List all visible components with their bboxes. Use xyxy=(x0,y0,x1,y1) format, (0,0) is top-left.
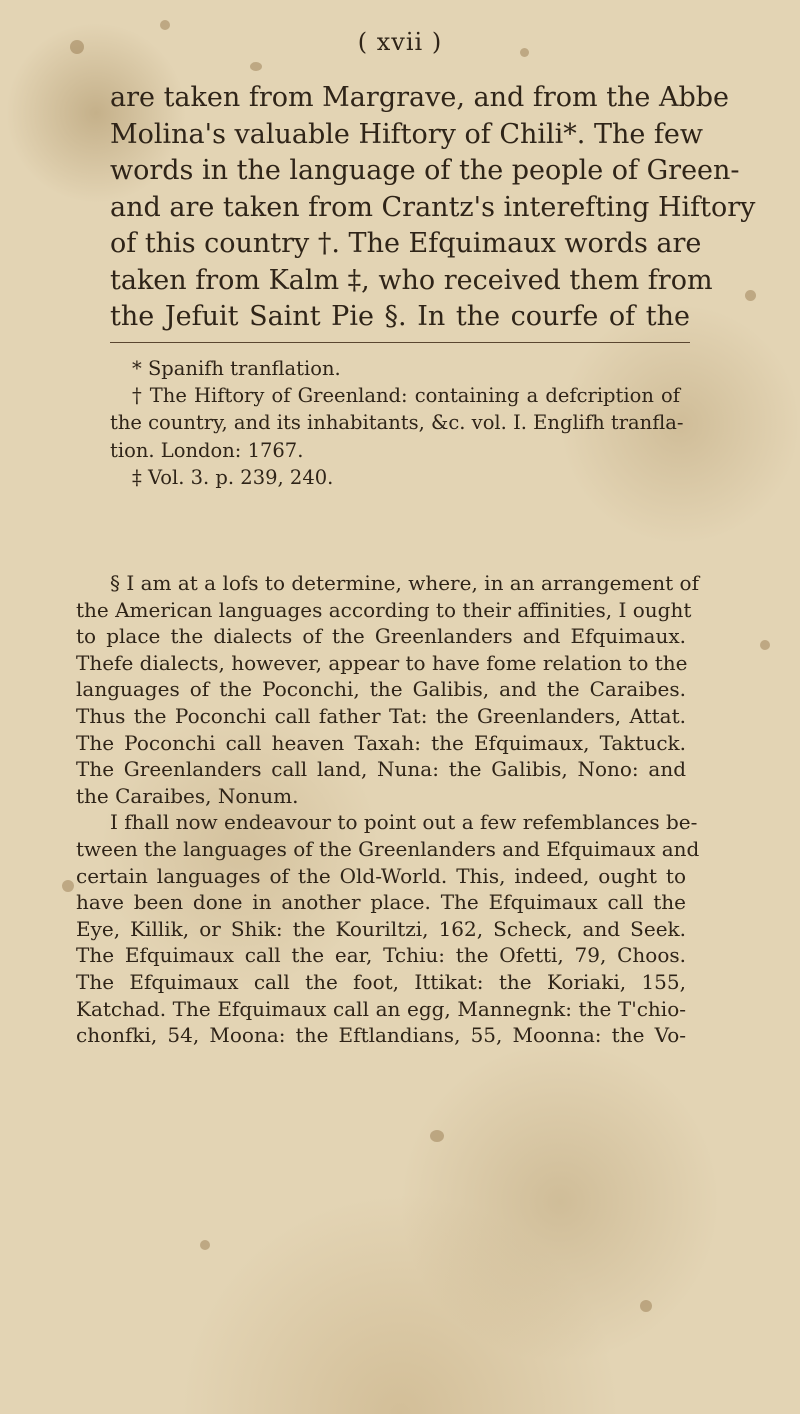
footnote-line: ‡ Vol. 3. p. 239, 240. xyxy=(132,465,334,489)
note-line: Eye, Killik, or Shik: the Kouriltzi, 162, Scheck, and Seek. xyxy=(76,916,686,941)
footnote-line: tion. London: 1767. xyxy=(110,438,304,462)
section-note xyxy=(76,570,700,1049)
page-number: ( xvii ) xyxy=(357,28,443,56)
text-line: words in the language of the people of Green- xyxy=(110,155,740,186)
text-line: and are taken from Crantz's interefting Hiftory xyxy=(110,191,756,223)
footnote-rule xyxy=(110,342,690,343)
foxing-spot xyxy=(760,640,770,650)
foxing-spot xyxy=(62,880,74,892)
note-line: § I am at a lofs to determine, where, in an arrangement of xyxy=(110,571,699,595)
note-line: The Efquimaux call the ear, Tchiu: the Ofetti, 79, Choos. xyxy=(76,943,686,968)
note-line: chonfki, 54, Moona: the Eftlandians, 55, Moonna: the Vo- xyxy=(76,1023,686,1048)
foxing-spot xyxy=(250,62,262,71)
foxing-spot xyxy=(745,290,756,301)
note-line: the Caraibes, Nonum. xyxy=(76,783,299,808)
note-line: Katchad. The Efquimaux call an egg, Mannegnk: the T'chio- xyxy=(76,996,686,1021)
text-line: the Jefuit Saint Pie §. In the courfe of the xyxy=(110,301,690,332)
note-line: tween the languages of the Greenlanders and Efquimaux and xyxy=(76,836,700,861)
main-paragraph xyxy=(110,80,756,336)
note-line: to place the dialects of the Greenlanders and Efquimaux. xyxy=(76,624,686,649)
note-line: Thus the Poconchi call father Tat: the Greenlanders, Attat. xyxy=(76,703,686,728)
note-line: certain languages of the Old-World. This, indeed, ought to xyxy=(76,863,686,888)
note-line: The Efquimaux call the foot, Ittikat: the Koriaki, 155, xyxy=(76,969,686,994)
foxing-spot xyxy=(200,1240,210,1250)
note-line: the American languages according to their affinities, I ought xyxy=(76,597,692,622)
text-line: Molina's valuable Hiftory of Chili*. The few xyxy=(110,118,703,150)
text-line: are taken from Margrave, and from the Abbe xyxy=(110,82,730,113)
foxing-spot xyxy=(430,1130,444,1142)
note-line: languages of the Poconchi, the Galibis, and the Caraibes. xyxy=(76,677,686,702)
note-line: The Poconchi call heaven Taxah: the Efquimaux, Taktuck. xyxy=(76,730,686,755)
note-line: The Greenlanders call land, Nuna: the Galibis, Nono: and xyxy=(76,757,686,782)
foxing-spot xyxy=(640,1300,652,1312)
note-line: I fhall now endeavour to point out a few refemblances be- xyxy=(110,810,698,835)
footnote-line: * Spanifh tranflation. xyxy=(132,357,341,380)
note-line: have been done in another place. The Efquimaux call the xyxy=(76,890,686,915)
footnote-line: † The Hiftory of Greenland: containing a defcription of xyxy=(132,384,680,408)
note-line: Thefe dialects, however, appear to have fome relation to the xyxy=(76,650,688,675)
text-line: of this country †. The Efquimaux words are xyxy=(110,228,702,259)
footnote-line: the country, and its inhabitants, &c. vol. I. Englifh tranfla- xyxy=(110,411,684,435)
text-line: taken from Kalm ‡, who received them from xyxy=(110,264,713,296)
footnotes xyxy=(110,355,684,491)
